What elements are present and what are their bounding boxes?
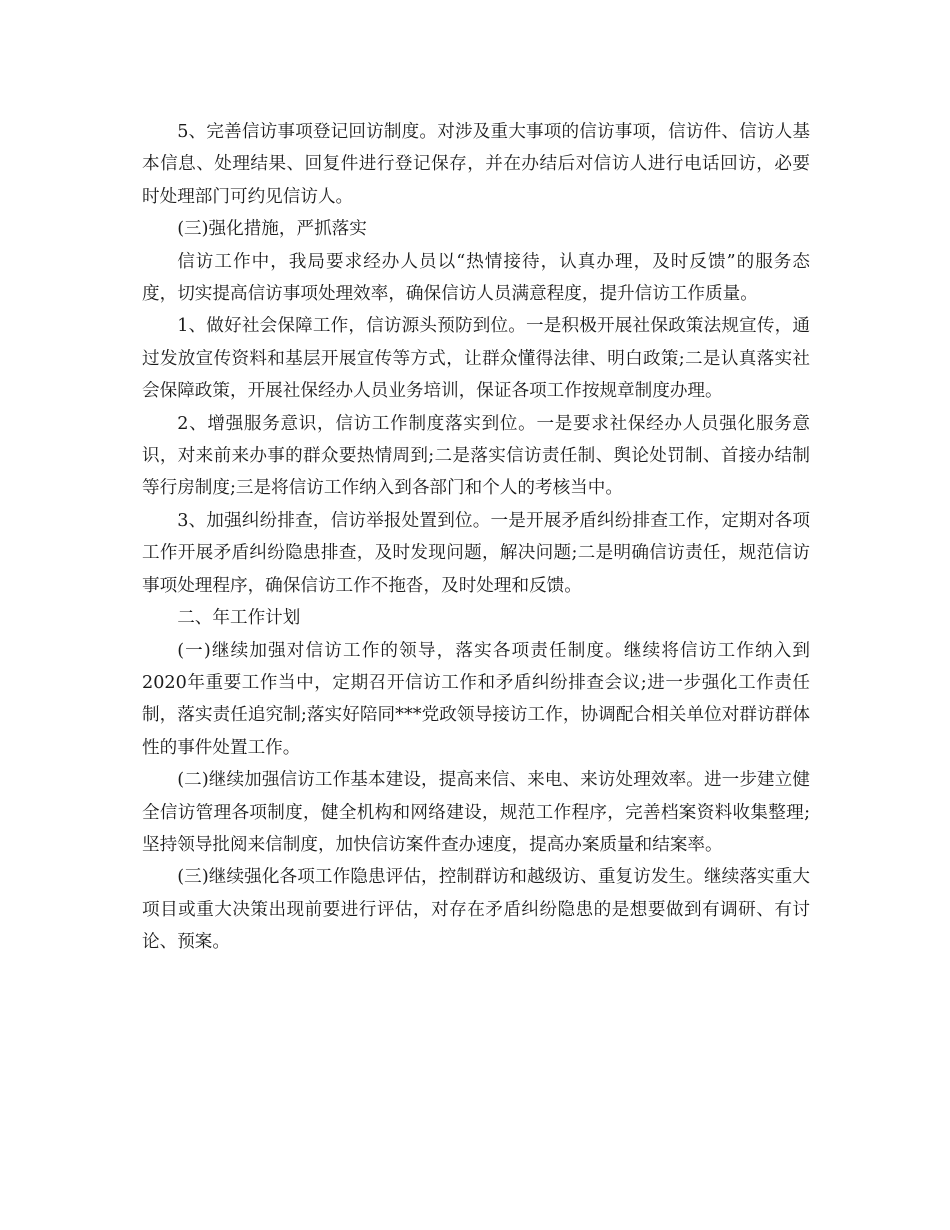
paragraph-item-3-dispute-screening: 3、加强纠纷排查，信访举报处置到位。一是开展矛盾纠纷排查工作，定期对各项工作开展矛盾纠纷隐患排查，及时发现问题，解决问题;二是明确信访责任，规范信访事项处理程序，确保信访工作不拖沓，及时处理和反馈。 — [142, 510, 810, 596]
paragraph-item-2-service-awareness: 2、增强服务意识，信访工作制度落实到位。一是要求社保经办人员强化服务意识，对来前来办事的群众要热情周到;二是落实信访责任制、舆论处罚制、首接办结制等行房制度;三是将信访工作纳入到各部门和个人的考核当中。 — [142, 413, 810, 499]
section-heading-strengthen-measures: (三)强化措施，严抓落实 — [177, 219, 367, 240]
paragraph-plan-1-leadership: (一)继续加强对信访工作的领导，落实各项责任制度。继续将信访工作纳入到2020年重要工作当中，定期召开信访工作和矛盾纠纷排查会议;进一步强化工作责任制，落实责任追究制;落实好陪同***党政领导接访工作，协调配合相关单位对群访群体性的事件处置工作。 — [142, 640, 810, 758]
paragraph-plan-3-risk-assessment: (三)继续强化各项工作隐患评估，控制群访和越级访、重复访发生。继续落实重大项目或重大决策出现前要进行评估，对存在矛盾纠纷隐患的是想要做到有调研、有讨论、预案。 — [142, 867, 810, 953]
paragraph-service-attitude: 信访工作中，我局要求经办人员以“热情接待，认真办理，及时反馈”的服务态度，切实提高信访事项处理效率，确保信访人员满意程度，提升信访工作质量。 — [142, 251, 810, 305]
paragraph-item-1-social-security: 1、做好社会保障工作，信访源头预防到位。一是积极开展社保政策法规宣传，通过发放宣传资料和基层开展宣传等方式，让群众懂得法律、明白政策;二是认真落实社会保障政策，开展社保经办人员业务培训，保证各项工作按规章制度办理。 — [142, 316, 810, 402]
section-heading-work-plan: 二、年工作计划 — [177, 608, 301, 629]
paragraph-plan-2-infrastructure: (二)继续加强信访工作基本建设，提高来信、来电、来访处理效率。进一步建立健全信访管理各项制度，健全机构和网络建设，规范工作程序，完善档案资料收集整理;坚持领导批阅来信制度，加快信访案件查办速度，提高办案质量和结案率。 — [142, 770, 810, 855]
document-body — [142, 116, 810, 959]
paragraph-item-5-registration: 5、完善信访事项登记回访制度。对涉及重大事项的信访事项，信访件、信访人基本信息、处理结果、回复件进行登记保存，并在办结后对信访人进行电话回访，必要时处理部门可约见信访人。 — [142, 122, 810, 207]
